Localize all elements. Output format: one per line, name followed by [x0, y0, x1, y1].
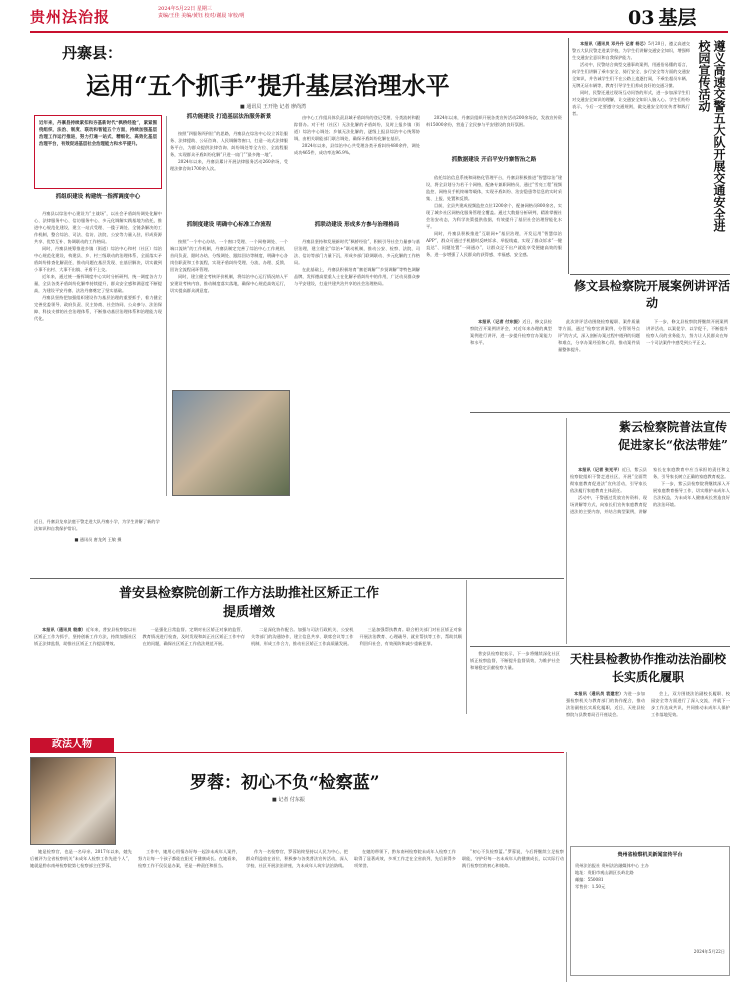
- article-column-2: 按照“四服务四到位”的思路，丹寨县在综治中心设立诉讼服务、法律援助、公证咨询、人民调解等窗口，打造一站式法律服务平台，为群众提供法律咨询、纠纷调处等全方位、全流程服务，实现群众矛盾纠纷化解“只进一扇门”“最多跑一地”。 2024年以来，丹寨县累计开展法律服务活动260余场，受理法律咨询1700余人次。: [170, 131, 288, 171]
- subhead-3: 抓制度建设 明确中心标准工作流程: [186, 222, 272, 228]
- header-rule: [30, 31, 728, 33]
- section-name: 基层: [658, 7, 697, 29]
- article-column-2b: 按照“一个中心办结、一个窗口受理、一个网格调处、一个端口流转”的工作机制，丹寨县制定完善了综治中心工作规则、首问负责、限时办结、分级调处、跟踪回访等制度，明确中心各岗位职责和工作流程，实现矛盾纠纷受理、分流、办理、反馈、回访全流程闭环管理。 同时，建立健全考核评价机制，将综治中心运行情况纳入平安建设考核内容，推动制度落实落地，确保中心规范高效运行，切实提高群众满意度。: [170, 239, 288, 293]
- profile-text: 她是检察官，也是一名母亲。2017年以来，她先后被评为全省检察机关“未成年人检察工作先进个人”，她就是黔东南州检察院第七检察部主任罗蓉。 工作中，她用心用情办好每一起涉未成年人案件，努力让每一个孩子都能在阳光下健康成长。在她看来，检察工作不仅仅是办案，更是一种责任和担当。 作为一名检察官，罗蓉始终坚持以人民为中心，把群众利益放在首位，积极参与各类普法宣传活动，深入学校、社区开展法治讲座，为未成年人筑牢法治防线。 在她的带领下，黔东南州检察院未成年人检察工作取得了显著成效，多项工作走在全省前列，先后获得多项荣誉。 “初心不负检察蓝。”罗蓉说，今后将继续立足检察职能，守护好每一名未成年人的健康成长，以实际行动践行检察官的初心和使命。: [30, 849, 564, 868]
- photo-credit: ■ 通讯员 唐龙剑 王敏 摄: [74, 537, 122, 542]
- profile-headline: 罗蓉：初心不负“检察蓝”: [190, 773, 380, 793]
- subhead-5: 抓数据建设 开启平安丹寨智治之路: [451, 157, 537, 163]
- article-column-1: 丹寨县以综治中心建设为“主战场”，以社会矛盾纠纷调处化解中心、法律服务中心、信访服务中心、多元化调解实践基地为依托，推进中心规范化建设，建立一站式受理、一揽子调处、全链条解决的工作机制，整合综治、司法、信访、法院、公安等力量入驻，形成资源共享、优势互补、协调联动的工作格局。 同时，丹寨县统筹推进乡镇（街道）综治中心和村（社区）综治中心规范化建设，构建县、乡、村三级联动的治理体系，全面落实矛盾纠纷排查化解责任，推动问题在基层发现、在基层解决，切实做到小事不出村、大事不出镇、矛盾不上交。 近年来，通过统一指挥调度中心实时分析研判、统一调度各方力量，全县各类矛盾纠纷化解率持续提升，群众安全感和满意度不断提高，为建设平安丹寨、法治丹寨奠定了坚实基础。 丹寨县坚持把加强组织建设作为基层治理的重要抓手，着力健全完善党委领导、政府负责、民主协商、社会协同、公众参与、法治保障、科技支撑的社会治理体系，不断推动基层治理体系和治理能力现代化。: [34, 211, 162, 321]
- profile-photo: [30, 757, 116, 845]
- right-column-divider: [568, 38, 569, 274]
- profile-right-divider: [566, 752, 567, 982]
- section-label: [628, 3, 732, 31]
- tianzhu-headline: 天柱县检教协作推动法治副校长实质化履职: [569, 652, 726, 684]
- article-column-3b: 丹寨县坚持和发展新时代“枫桥经验”，积极引导社会力量参与基层治理，建立健全“综治+”联动机制，推动公安、检察、法院、司法、信访等部门力量下沉，形成多部门联调联动、多元化解的工作格局。 在此基础上，丹寨县积极培育“寨老调解”“乡贤调解”等特色调解品牌，发挥德高望重人士在化解矛盾纠纷中的作用，广泛动员群众参与平安建设，打造共建共治共享的社会治理格局。: [294, 239, 420, 286]
- masthead-logo: 贵州法治报: [30, 8, 111, 26]
- article-column-4b: 依托综治信息系统和网格化管理平台，丹寨县积极推进“智慧综治”建设，将全县划分为若干个网格，配备专兼职网格员，通过“雪亮工程”视频监控、网格员手机终端等载体，实现矛盾纠纷、治安隐患等信息的实时采集、上报、处置和反馈。 目前，全县共建成视频监控点位1200余个，配备网格员800余名，实现了城乡社区网格化服务管理全覆盖。通过大数据分析研判，精准掌握社会治安动态，为科学决策提供依据，有效提升了基层社会治理智能化水平。 同时，丹寨县积极推进“互联网+”基层治理，开发运用“智慧综治APP”，群众可通过手机随时反映诉求、举报线索，实现了群众诉求“一键直达”、问题处置“一网通办”，让群众足不出户就能享受便捷高效的服务，进一步增强了人民群众的获得感、幸福感、安全感。: [426, 175, 562, 257]
- column-tag-rule: [30, 752, 564, 753]
- imprint-line-2: 地址：贵阳市观山湖区长岭北路: [575, 870, 634, 875]
- imprint-line-1: 贵州法治报社 贵州法治融媒体中心 主办: [575, 863, 649, 868]
- ziyun-bottom-rule: [470, 646, 730, 647]
- right-top-headline: 遵义高速交警五大队开展交通安全进校园宣传活动: [697, 40, 726, 232]
- ziyun-headline: 紫云检察院普法宣传促进家长“依法带娃”: [618, 420, 728, 452]
- photo-students: [172, 390, 290, 496]
- top-article-kicker: 丹寨县：: [62, 44, 123, 62]
- imprint-title: 贵州省检察机关新闻宣传平台: [617, 852, 683, 858]
- subhead-2: 抓功能建设 打造基层法治服务新景: [186, 114, 272, 120]
- ziyun-divider: [566, 418, 567, 644]
- top-article-byline: ■ 通讯员 王开艳 记者 廖尚湾: [240, 104, 307, 110]
- meta-editors: 责编/王佳 美编/黄钰 校对/谢晨 审校/明: [158, 13, 245, 19]
- xiuwen-headline: 修文县检察院开展案例讲评活动: [574, 279, 731, 310]
- article-column-4: 2024年以来，丹寨县组织开展各类宣传活动200余场次，发放宣传资料15000余份，营造了全民参与平安建设的良好氛围。: [426, 115, 562, 127]
- subhead-4: 抓联动建设 形成多方参与治理格局: [314, 222, 400, 228]
- photo-caption-box: [34, 518, 162, 543]
- lead-text: 近年来，丹寨县持续紧扣和夯基新时代“枫桥经验”，紧紧围绕组织、法治、制度、联动和智能五个方面，持续加强基层治理工作运行推进，努力打通一站式、精细化、高效化基层治理平台，有效促进基层社会治理能力和水平提升。: [39, 121, 157, 147]
- top-article-headline: 运用“五个抓手”提升基层治理水平: [86, 71, 450, 100]
- subhead-1: 抓组织建设 构建统一指挥调度中心: [55, 194, 141, 200]
- right-top-bottom-rule: [570, 274, 730, 275]
- puan-right-divider: [466, 580, 467, 714]
- puan-extra-text: 普安县检察院表示，下一步将继续深化社区矫正检察监督，不断提升监督质效，为维护社会和谐稳定贡献检察力量。: [470, 651, 560, 670]
- imprint-line-4: 零售价：1.50元: [575, 884, 606, 889]
- photo-caption: 近日，丹寨县龙泉法庭干警走进大队丹寨小学，为学生讲解了新的学法知识和自我保护常识。: [34, 519, 160, 531]
- masthead-meta: [158, 6, 308, 20]
- profile-byline: ■ 记者 付东振: [272, 797, 305, 803]
- right-top-text: 本报讯（通讯员 邓丹丹 记者 杨芯）5月20日，遵义高速交警五大队民警走进某学校，为学生们讲解交通安全知识，增强师生交通安全意识和自我保护能力。 活动中，民警结合典型交通事故案例，用通俗易懂的语言，向学生们讲解了乘车安全、骑行安全、步行安全等方面的交通安全知识，并告诫学生们不在公路上追逐打闹，不乘坐超员车辆、无牌无证车辆等，教育引导学生们养成良好的交通习惯。 同时，民警还通过现场互动问答的形式，进一步加深学生们对交通安全知识的理解，让交通安全知识入脑入心。学生们纷纷表示，今后一定要遵守交通规则，做交通安全的宣传者和践行者。: [572, 41, 690, 116]
- xiuwen-text: 本报讯（记者 付东振）近日，修文县检察院召开案例讲评会，对近年来办理的典型案例进行讲评，进一步提升检察官办案能力和水平。 此次讲评活动围绕检察履职、案件质量等方面，通过“检察官讲案例、分管领导点评”的方式，深入剖析办案过程中遇到的问题和难点，分享办案经验和心得，推动案件质量整体提升。 下一步，修文县检察院将继续开展案例讲评活动，以案促学、以学促干，不断提升检察人员的业务能力，努力让人民群众在每一个司法案件中感受到公平正义。: [470, 319, 728, 352]
- tianzhu-text: 本报讯（通讯员 袁建宏）为进一步加强检察机关与教育部门的协作配合，推动法治副校长实质化履职，近日，天柱县检察院与县教育局召开座谈会。 会上，双方围绕法治副校长履职、校园安全等方面进行了深入交流，并就下一步工作达成共识，共同推动未成年人保护工作落地见效。: [566, 691, 730, 717]
- imprint-date: 2024年5月22日: [693, 949, 725, 954]
- xiuwen-bottom-rule: [470, 412, 730, 413]
- puan-headline: 普安县检察院创新工作方法助推社区矫正工作提质增效: [119, 586, 380, 620]
- page-number: 03: [628, 7, 655, 29]
- imprint-line-3: 邮编：550081: [575, 877, 604, 882]
- imprint-box: [570, 846, 730, 976]
- meta-date: 2024年5月22日 星期三: [158, 6, 212, 12]
- article-column-3: 由中心工作组具体负责县域矛盾纠纷的登记受理、分类流转和跟踪督办。对于村（社区）无法化解的矛盾纠纷，及时上报乡镇（街道）综治中心调处；乡镇无法化解的，逐级上报县综治中心统筹协调，由相关职能部门联合调处，确保矛盾纠纷化解在基层。 2024年以来，县综治中心共受理各类矛盾纠纷480余件，调处成功465件，成功率达96.9%。: [294, 115, 420, 155]
- column-tag: 政法人物: [30, 738, 114, 752]
- lead-box: [34, 115, 162, 189]
- column-divider: [166, 116, 167, 496]
- puan-text: 本报讯（通讯员 嵇康）近年来，普安县检察院以社区矫正工作为抓手，坚持创新工作方法，持续加强社区矫正法律监督，助推社区矫正工作提质增效。 一是强化日常监督。定期对社区矫正对象的监管、教育情况进行检查，及时发现和纠正社区矫正工作中存在的问题，确保社区矫正工作依法规范开展。 二是深化协作配合。加强与司法行政机关、公安机关等部门的沟通协作，建立信息共享、联席会议等工作机制，形成工作合力，推动社区矫正工作高质量发展。 三是加强帮扶教育。联合相关部门对社区矫正对象开展法治教育、心理疏导、就业帮扶等工作，帮助其顺利回归社会，有效预防和减少重新犯罪。: [34, 627, 462, 646]
- ziyun-text: 本报讯（记者 张光平）近日，紫云县检察院组织干警走进社区，开展“全面贯彻家庭教育促进法”宣传活动，引导家长依法履行家庭教育主体责任。 活动中，干警通过发放宣传资料、现场讲解等方式，向家长们宣传家庭教育促进法的主要内容，并结合典型案例，讲解家长在家庭教育中应当承担的责任和义务，引导家长树立正确的家庭教育观念。 下一步，紫云县检察院将继续深入开展家庭教育指导工作，切实维护未成年人合法权益，为未成年人健康成长营造良好的法治环境。: [570, 467, 730, 514]
